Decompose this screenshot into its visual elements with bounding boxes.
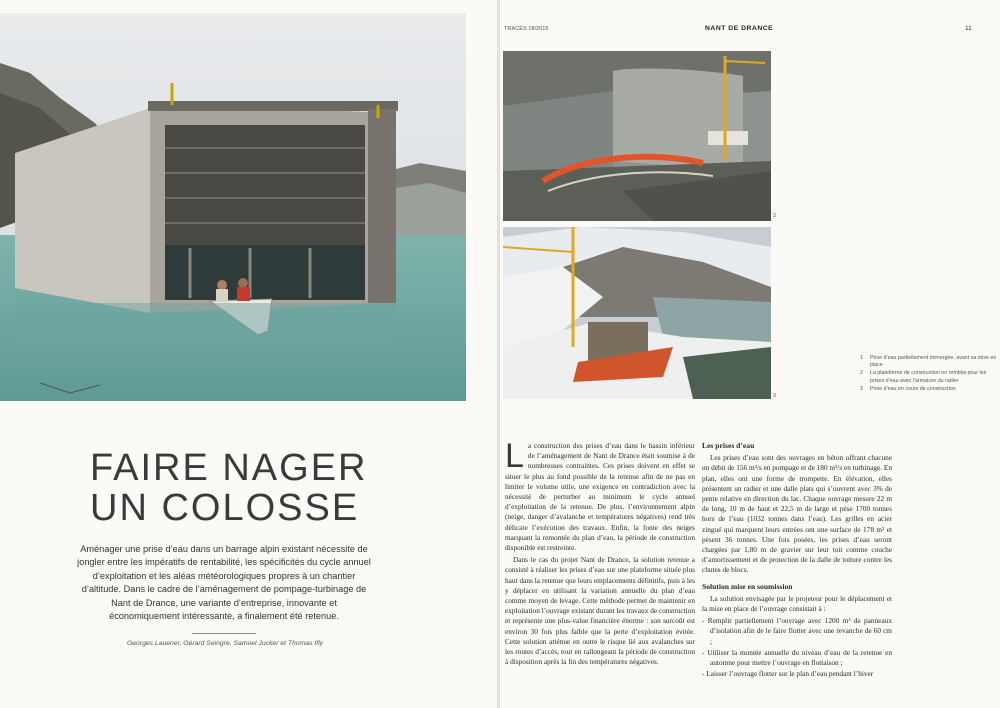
photo-construction-platform bbox=[503, 51, 771, 221]
subhead-solution: Solution mise en soumission bbox=[702, 581, 793, 591]
page-number: 11 bbox=[965, 25, 972, 32]
solution-list bbox=[702, 616, 892, 679]
left-page bbox=[0, 0, 497, 708]
article-lead: Aménager une prise d’eau dans un barrage alpin existant nécessite de jongler entre les impératifs de rentabilité, les spécificités du cycle annuel d’exploitation et les aléas météorologiques propres à un chantier d’altitude. Dans le cadre de l’aménagement de pompage-turbinage de Nant de Drance, une variante d’entreprise, innovante et économiquement intéressante, a finalement été retenue. bbox=[77, 544, 371, 622]
caption-1: 1 Prise d’eau partiellement immergée, avant sa mise en place bbox=[860, 355, 997, 369]
paragraph-4: La solution envisagée par le projeteur pour le déplacement et la mise en place de l’ouvrage consistait à : bbox=[702, 593, 892, 614]
photo-intake-under-construction bbox=[503, 227, 771, 399]
divider bbox=[192, 633, 256, 634]
body-column-2 bbox=[702, 441, 892, 680]
paragraph-2: Dans le cas du projet Nant de Drance, la solution retenue a consisté à réaliser les prises d’eau sur une plateforme située plus haut dans la retenue que leurs emplacements définitifs, puis à les y déplacer en utilisant la variation annuelle du plan d’eau comme moyen de levage. Cette méthode permet de maintenir en exploitation l’ouvrage existant durant les travaux de construction et représente une plus-value financière énorme : son surcoût est environ 30 fois plus faible que la perte d’exploitation évitée. Cette solution atténue en outre le risque lié aux avalanches sur les routes d’accès, tout en rallongeant la période de construction à disposition après la fin des températures négatives. bbox=[505, 555, 695, 667]
title-line-1: FAIRE NAGER bbox=[90, 447, 368, 489]
photo-number-3: 3 bbox=[773, 393, 776, 399]
right-page bbox=[500, 0, 1000, 708]
caption-2: 2 La plateforme de construction en remblai pour les prises d’eau avec l’armature du radier bbox=[860, 370, 987, 384]
section-title: NANT DE DRANCE bbox=[705, 25, 774, 32]
list-item: - Utiliser la montée annuelle du niveau d’eau de la retenue en automne pour mettre l’ouvrage en flottaison ; bbox=[702, 647, 892, 668]
caption-3: 3 Prise d’eau en cours de construction bbox=[860, 385, 956, 392]
paragraph-1: La construction des prises d’eau dans le bassin inférieur de l’aménagement de Nant de Drance était soumise à de nombreuses contraintes. Ces prises doivent en effet se situer le plus au fond possible de la retenue afin de ne pas en limiter le volume utile, une exigence en contradiction avec la nécessité de perturber au minimum le cycle annuel d’exploitation de la retenue. De plus, l’environnement alpin (neige, danger d’avalanche et températures négatives) rend très délicate l’exécution des travaux. Enfin, la fonte des neiges marquant la remontée du plan d’eau, la période de construction disponible est restreinte. bbox=[505, 437, 695, 553]
article-authors: Georges Lauener, Gérard Seingre, Samuel Jucker et Thomas Ifly bbox=[126, 640, 324, 647]
photo-number-2: 2 bbox=[773, 213, 776, 219]
drop-cap: L bbox=[505, 437, 524, 475]
body-column-1 bbox=[505, 437, 695, 669]
issue-label: TRACÉS 18/2015 bbox=[504, 26, 549, 32]
list-item: - Remplir partiellement l’ouvrage avec 1200 m³ de panneaux d’isolation afin de le faire flotter avec une revanche de 60 cm ; bbox=[702, 616, 892, 646]
list-item: - Laisser l’ouvrage flotter sur le plan d’eau pendant l’hiver bbox=[702, 669, 874, 679]
hero-photo-floating-intake bbox=[0, 13, 466, 401]
article-title bbox=[90, 447, 368, 529]
subhead-intakes: Les prises d’eau bbox=[702, 441, 755, 450]
photo-captions bbox=[860, 355, 1000, 394]
title-line-2: UN COLOSSE bbox=[90, 487, 360, 529]
paragraph-3: Les prises d’eau sont des ouvrages en béton offrant chacune un débit de 156 m³/s en pompage et de 180 m³/s en turbinage. En plan, elles ont une forme de trompette. En élévation, elles présentent un radier et une dalle plats qui s’ouvrent avec 3% de pente relative en direction du lac. Chaque ouvrage mesure 22 m de long, 10 m de haut et 22,5 m de large et pèse 1700 tonnes hors de l’eau (1032 tonnes dans l’eau). Les grilles en acier zingué qui marquent leurs entrées ont une surface de 178 m² et pèsent 36 tonnes. Une fois posées, les prises d’eau seront chargées par 1,80 m de gravier sur leur toit comme couche d’amortissement et de protection de la dalle de toiture contre les chutes de blocs. bbox=[702, 453, 893, 575]
